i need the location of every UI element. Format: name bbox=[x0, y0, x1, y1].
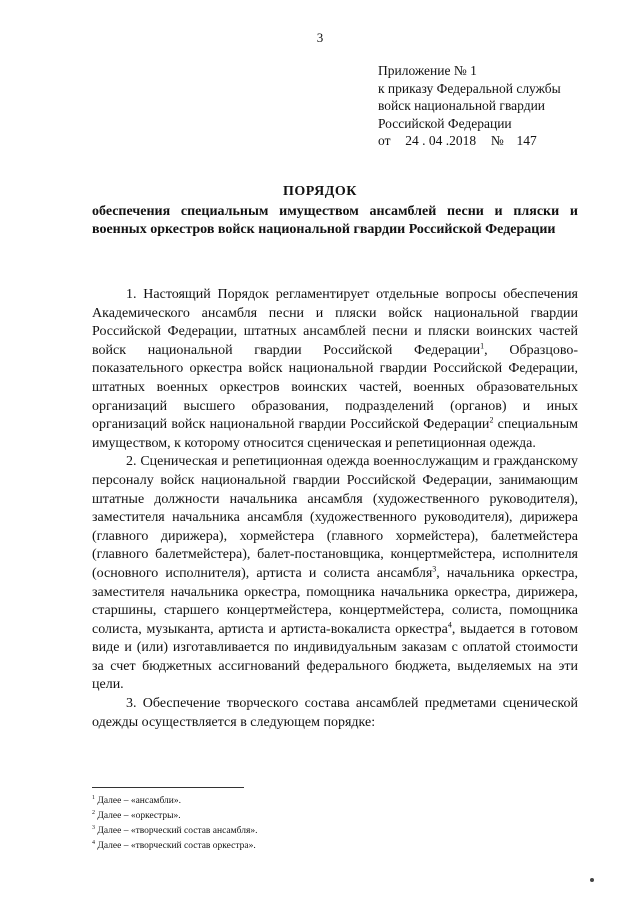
appendix-line: Приложение № 1 bbox=[378, 63, 477, 78]
appendix-block bbox=[378, 62, 618, 150]
document-title: ПОРЯДОК bbox=[283, 184, 357, 199]
footnote-item bbox=[92, 808, 578, 823]
footnote-text: Далее – «творческий состав ансамбля». bbox=[97, 826, 258, 837]
footnote-ref[interactable]: 1 bbox=[480, 341, 485, 351]
paragraph-3: 3. Обеспечение творческого состава ансамблей предметами сценической одежды осуществляется в следующем порядке: bbox=[92, 696, 578, 730]
paragraph-text: , выдается в готовом виде и (или) изготавливается по индивидуальным заказам с оплатой стоимости за счет бюджетных ассигнований федерального бюджета, выделяемых на эти цели. bbox=[92, 621, 579, 693]
paragraph-text: 1. Настоящий Порядок регламентирует отдельные вопросы обеспечения Академического ансамбля песни и пляски войск национальной гвардии Российской Федерации, штатных ансамблей песни и пляски воинских частей войск национальной гвардии Российской Федерации bbox=[92, 287, 578, 358]
footnote-text: Далее – «творческий состав оркестра». bbox=[97, 841, 256, 852]
document-body bbox=[92, 286, 578, 732]
appendix-line: Российской Федерации bbox=[378, 115, 512, 131]
paragraph-text: , Образцово-показательного оркестра войск национальной гвардии Российской Федерации, штатных военных оркестров воинских частей, военных образовательных организаций высшего образования, подразделений (органов) и иных организаций войск национальной гвардии Российской Федерации bbox=[92, 342, 578, 433]
paragraph-text: 2. Сценическая и репетиционная одежда военнослужащим и гражданскому персоналу войск национальной гвардии Российской Федерации, занимающим штатные должности начальника ансамбля (художественного руководителя), заместителя начальника ансамбля (художественного руководителя), дирижера (главного дирижера), хормейстера (главного хормейстера), балетмейстера (главного балетмейстера), балет-постановщика, концертмейстера, исполнителя (основного исполнителя), артиста и солиста ансамбля bbox=[92, 454, 578, 581]
appendix-line: войск национальной гвардии bbox=[378, 98, 546, 113]
footnotes bbox=[92, 793, 578, 853]
footnote-number: 3 bbox=[92, 824, 95, 831]
date-prefix: от bbox=[378, 133, 391, 148]
number-prefix: № bbox=[490, 133, 504, 148]
document-subtitle: обеспечения специальным имуществом ансамблей песни и пляски и военных оркестров войск национальной гвардии Российской Федерации bbox=[92, 204, 578, 237]
paragraph-text: , начальника оркестра, заместителя начальника оркестра, помощника начальника оркестра, дирижера, старшины, старшего концертмейстера, концертмейстера, солиста, помощника солиста, музыканта, артиста и артиста-вокалиста оркестра bbox=[92, 565, 578, 637]
footnote-ref[interactable]: 2 bbox=[489, 415, 494, 425]
order-date: 24 . 04 .2018 bbox=[405, 133, 477, 148]
footnote-text: Далее – «оркестры». bbox=[97, 811, 181, 822]
footnote-ref[interactable]: 4 bbox=[447, 620, 452, 630]
scan-mark bbox=[590, 878, 594, 882]
footnote-number: 4 bbox=[92, 839, 95, 846]
appendix-date-line bbox=[378, 132, 618, 150]
footnote-ref[interactable]: 3 bbox=[432, 564, 437, 574]
footnote-number: 1 bbox=[92, 795, 95, 801]
footnote-number: 2 bbox=[92, 809, 95, 816]
order-number: 147 bbox=[516, 133, 537, 148]
paragraph-1 bbox=[92, 286, 578, 453]
paragraph-2 bbox=[92, 453, 578, 695]
footnote-item bbox=[92, 838, 578, 853]
page-number: 3 bbox=[316, 30, 324, 45]
footnote-divider bbox=[92, 787, 244, 788]
footnote-item bbox=[92, 793, 578, 808]
appendix-line: к приказу Федеральной службы bbox=[378, 80, 561, 96]
paragraph-text: специальным имуществом, к которому относится сценическая и репетиционная одежда. bbox=[92, 417, 578, 451]
footnote-text: Далее – «ансамбли». bbox=[97, 796, 181, 807]
footnote-item bbox=[92, 823, 578, 838]
